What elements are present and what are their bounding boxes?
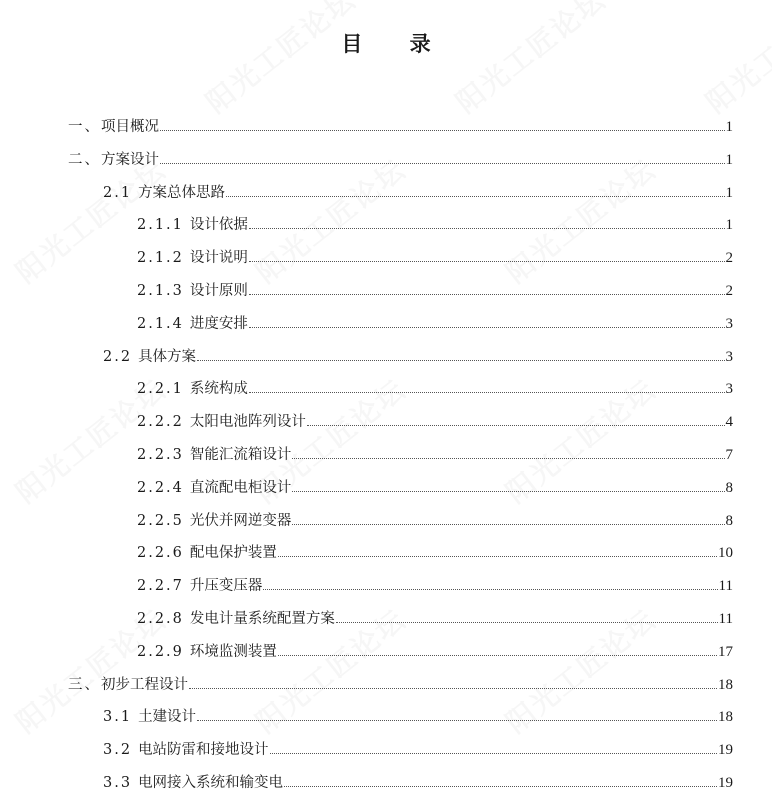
toc-page-number: 11: [718, 611, 733, 627]
toc-page-number: 19: [718, 742, 733, 759]
toc-entry-text: 进度安排: [189, 315, 248, 332]
toc-entry-number: 3.3: [103, 775, 133, 791]
toc-entry-text: 升压变压器: [189, 578, 263, 595]
toc-entry-label: [137, 213, 248, 234]
toc-entry-label: [68, 673, 188, 694]
watermark: [197, 0, 363, 121]
toc-page-number: 18: [718, 676, 733, 693]
dot-leader: [197, 720, 717, 721]
toc-entry-text: 方案设计: [101, 151, 159, 168]
toc-entry-label: [103, 705, 196, 726]
dot-leader: [226, 196, 724, 197]
toc-entry-number: 2.2.4: [137, 479, 184, 496]
toc-entry-text: 设计依据: [189, 217, 248, 234]
toc-page-number: 3: [725, 348, 733, 365]
toc-entry-text: 发电计量系统配置方案: [189, 611, 335, 627]
toc-page-number: 2: [725, 250, 733, 267]
toc-entry-number: 3.2: [103, 742, 133, 759]
toc-entry-label: [137, 476, 291, 497]
toc-page-number: 1: [725, 184, 733, 201]
toc-entry-text: 光伏并网逆变器: [189, 512, 292, 529]
toc-page-number: 4: [725, 414, 733, 431]
toc-entry-text: 项目概况: [101, 119, 159, 135]
toc-entry[interactable]: [137, 210, 733, 234]
toc-entry-text: 初步工程设计: [101, 676, 188, 693]
toc-page-number: 1: [725, 119, 733, 135]
dot-leader: [249, 294, 725, 295]
toc-entry[interactable]: [103, 342, 733, 366]
watermark: [447, 0, 613, 121]
toc-page-number: 1: [725, 151, 733, 168]
toc-page-number: 19: [718, 775, 733, 791]
toc-entry-text: 具体方案: [138, 348, 197, 365]
toc-entry-number: 2.1.1: [137, 217, 184, 234]
toc-entry-number: 2.2.7: [137, 578, 184, 595]
toc-entry-label: [137, 312, 248, 333]
toc-entry-text: 电网接入系统和输变电: [138, 775, 284, 791]
toc-page-number: 2: [725, 283, 733, 299]
toc-entry-number: 2.2.5: [137, 512, 184, 529]
dot-leader: [189, 688, 717, 689]
toc-entry-text: 电站防雷和接地设计: [138, 742, 269, 759]
toc-entry-label: [137, 640, 277, 661]
toc-entry-text: 方案总体思路: [138, 184, 226, 201]
toc-page-number: 8: [725, 479, 733, 496]
toc-page-number: 1: [725, 217, 733, 234]
toc-entry[interactable]: [137, 637, 733, 661]
toc-entry[interactable]: [68, 145, 733, 169]
toc-entry-label: [103, 181, 225, 202]
toc-entry-label: [137, 410, 306, 431]
toc-entry-label: [137, 443, 291, 464]
toc-page-number: 8: [725, 512, 733, 529]
dot-leader: [249, 261, 725, 262]
toc-entry-number: 3.1: [103, 709, 133, 726]
dot-leader: [270, 753, 717, 754]
toc-entry-label: [68, 115, 159, 136]
toc-entry-number: 2.2.3: [137, 447, 184, 463]
toc-entry-text: 设计原则: [189, 283, 248, 299]
toc-entry-number: 2.2.2: [137, 414, 184, 431]
toc-entry-text: 太阳电池阵列设计: [189, 414, 306, 431]
dot-leader: [278, 655, 717, 656]
toc-entry-label: [137, 607, 335, 628]
toc-page-number: 18: [718, 709, 733, 726]
dot-leader: [249, 327, 725, 328]
toc-entry[interactable]: [103, 768, 733, 792]
toc-entry-number: 2.2.9: [137, 643, 184, 660]
toc-entry-text: 配电保护装置: [189, 545, 277, 562]
dot-leader: [263, 589, 717, 590]
toc-entry-number: 三、: [68, 676, 101, 693]
toc-entry-text: 设计说明: [189, 250, 248, 267]
dot-leader: [160, 130, 725, 131]
toc-entry[interactable]: [137, 407, 733, 431]
toc-entry[interactable]: [68, 670, 733, 694]
toc-entry-label: [137, 246, 248, 267]
toc-entry-text: 智能汇流箱设计: [189, 447, 292, 463]
toc-entry-number: 2.1.4: [137, 315, 184, 332]
toc-entry-label: [103, 738, 269, 759]
dot-leader: [249, 392, 725, 393]
toc-entry[interactable]: [137, 243, 733, 267]
toc-page-number: 10: [718, 545, 733, 562]
toc-entry[interactable]: [137, 374, 733, 398]
toc-page-number: 7: [725, 447, 733, 463]
toc-entry-label: [137, 509, 291, 530]
toc-entry[interactable]: [68, 112, 733, 136]
dot-leader: [292, 458, 724, 459]
toc-entry[interactable]: [137, 473, 733, 497]
watermark: [697, 0, 772, 121]
dot-leader: [307, 425, 725, 426]
dot-leader: [284, 786, 717, 787]
toc-entry[interactable]: [137, 276, 733, 300]
toc-entry-number: 一、: [68, 119, 101, 135]
toc-entry[interactable]: [103, 702, 733, 726]
toc-entry[interactable]: [137, 538, 733, 562]
dot-leader: [278, 556, 717, 557]
toc-entry-label: [103, 771, 283, 792]
toc-entry[interactable]: [137, 571, 733, 595]
dot-leader: [336, 622, 718, 623]
toc-page-number: 17: [718, 643, 733, 660]
toc-entry-number: 2.2.8: [137, 611, 184, 627]
toc-entry-number: 2.1.3: [137, 283, 184, 299]
toc-entry-number: 2.2.6: [137, 545, 184, 562]
toc-entry-number: 2.1.2: [137, 250, 184, 267]
toc-page-number: 3: [725, 381, 733, 398]
toc-entry[interactable]: [137, 440, 733, 464]
toc-entry-label: [137, 574, 262, 595]
toc-entry-label: [68, 148, 159, 169]
toc-page-number: 3: [725, 315, 733, 332]
toc-entry-label: [103, 345, 196, 366]
dot-leader: [160, 163, 725, 164]
toc-entry[interactable]: [137, 309, 733, 333]
toc-entry-text: 环境监测装置: [189, 643, 277, 660]
dot-leader: [197, 360, 724, 361]
toc-entry[interactable]: [137, 604, 733, 628]
toc-entry-number: 2.2.1: [137, 381, 184, 398]
toc-entry[interactable]: [103, 735, 733, 759]
dot-leader: [249, 228, 725, 229]
toc-page-number: 11: [718, 578, 733, 595]
toc-entry-label: [137, 377, 248, 398]
toc-entry-text: 直流配电柜设计: [189, 479, 292, 496]
toc-entry[interactable]: [103, 178, 733, 202]
page-title: 目 录: [341, 32, 451, 56]
toc-entry-label: [137, 279, 248, 300]
toc-entry-number: 2.2: [103, 348, 133, 365]
toc-entry-number: 二、: [68, 151, 101, 168]
toc-entry[interactable]: [137, 506, 733, 530]
toc-entry-text: 土建设计: [138, 709, 197, 726]
dot-leader: [292, 491, 724, 492]
toc-entry-text: 系统构成: [189, 381, 248, 398]
toc-entry-number: 2.1: [103, 184, 133, 201]
dot-leader: [292, 524, 724, 525]
toc-entry-label: [137, 541, 277, 562]
